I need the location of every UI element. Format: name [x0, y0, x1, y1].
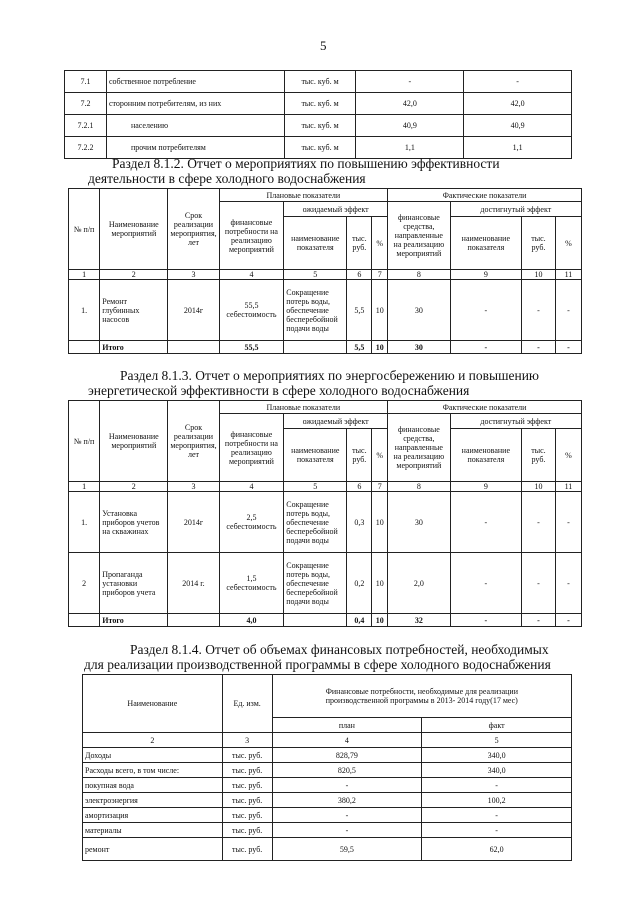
total-row [69, 614, 582, 627]
total-fact-rub: - [522, 614, 556, 627]
row-fact-pct: - [555, 492, 581, 553]
row-fin: 55,5 себестоимость [219, 280, 284, 341]
col-number: 3 [168, 482, 219, 492]
financial-needs-table [82, 674, 572, 861]
total-blank [168, 614, 219, 627]
volume-table [64, 70, 572, 159]
total-pct: 10 [372, 341, 388, 354]
row-fact-fin: 2,0 [388, 553, 451, 614]
col-term-header: Срок реализации мероприятия, лет [168, 189, 219, 270]
row-fact: 1,1 [464, 137, 572, 159]
total-fact-fin: 30 [388, 341, 451, 354]
row-pct: 10 [372, 280, 388, 341]
col-number: 9 [450, 482, 521, 492]
total-rub: 5,5 [347, 341, 372, 354]
row-name: населению [106, 115, 284, 137]
col-number: 3 [222, 733, 272, 748]
col-number: 9 [450, 270, 521, 280]
row-plan: 42,0 [356, 93, 464, 115]
table-row [83, 763, 572, 778]
col-indicator-header: наименование показателя [284, 217, 347, 270]
section-8-1-2-heading [88, 156, 500, 186]
total-fact-pct: - [555, 341, 581, 354]
col-pct-header: % [372, 217, 388, 270]
row-fact-fin: 30 [388, 492, 451, 553]
row-rub: 0,3 [347, 492, 372, 553]
col-number: 7 [372, 270, 388, 280]
row-fact-pct: - [555, 280, 581, 341]
row-fact: 340,0 [422, 748, 572, 763]
col-rub-header: тыс. руб. [347, 429, 372, 482]
table-row [83, 823, 572, 838]
row-fact: - [422, 778, 572, 793]
table-row [65, 71, 572, 93]
col-name-header: Наименование мероприятий [100, 401, 168, 482]
table-row [83, 778, 572, 793]
page-number: 5 [320, 38, 327, 53]
row-fact: - [464, 71, 572, 93]
total-fact-rub: - [522, 341, 556, 354]
row-plan: - [272, 778, 422, 793]
row-rub: 5,5 [347, 280, 372, 341]
row-unit: тыс. куб. м [284, 71, 356, 93]
row-plan: 828,79 [272, 748, 422, 763]
row-unit: тыс. руб. [222, 763, 272, 778]
row-fact: - [422, 808, 572, 823]
col-number: 2 [83, 733, 223, 748]
row-name: Установка приборов учетов на скважинах [100, 492, 168, 553]
row-fin: 1,5 себестоимость [219, 553, 284, 614]
col-number: 6 [347, 270, 372, 280]
row-name: Расходы всего, в том числе: [83, 763, 223, 778]
row-unit: тыс. руб. [222, 823, 272, 838]
total-label: Итого [100, 614, 168, 627]
row-fin: 2,5 себестоимость [219, 492, 284, 553]
expected-effect-header: ожидаемый эффект [284, 202, 388, 217]
col-num-header: № п/п [69, 401, 100, 482]
total-blank [168, 341, 219, 354]
row-fact-rub: - [522, 492, 556, 553]
section-8-1-3-heading [88, 368, 540, 398]
row-name: ремонт [83, 838, 223, 861]
table-row [83, 748, 572, 763]
col-number: 5 [422, 733, 572, 748]
col-name-header: Наименование [83, 675, 223, 733]
col-number: 2 [100, 482, 168, 492]
col-group-header: Финансовые потребности, необходимые для реализации производственной программы в 2013- 2014 году(17 мес) [272, 675, 571, 718]
row-plan: 820,5 [272, 763, 422, 778]
col-plan-header: план [272, 718, 422, 733]
row-fact-pct: - [555, 553, 581, 614]
col-number: 1 [69, 270, 100, 280]
row-plan: 59,5 [272, 838, 422, 861]
col-indicator-header: наименование показателя [450, 429, 521, 482]
heading-line: деятельности в сфере холодного водоснабжения [88, 171, 366, 186]
row-unit: тыс. руб. [222, 778, 272, 793]
row-pct: 10 [372, 492, 388, 553]
row-unit: тыс. руб. [222, 793, 272, 808]
total-fact-pct: - [555, 614, 581, 627]
total-fin: 4,0 [219, 614, 284, 627]
col-indicator-header: наименование показателя [284, 429, 347, 482]
col-rub-header: тыс. руб. [522, 429, 556, 482]
heading-line: для реализации производственной программы в сфере холодного водоснабжения [84, 657, 551, 672]
fact-group-header: Фактические показатели [388, 401, 582, 414]
col-number: 10 [522, 482, 556, 492]
achieved-effect-header: достигнутый эффект [450, 414, 581, 429]
row-name: сторонним потребителям, из них [106, 93, 284, 115]
row-name: Пропаганда установки приборов учета [100, 553, 168, 614]
row-fact-name: - [450, 553, 521, 614]
row-plan: - [272, 823, 422, 838]
col-number: 4 [219, 270, 284, 280]
col-number: 5 [284, 482, 347, 492]
row-fact: 340,0 [422, 763, 572, 778]
row-fact-rub: - [522, 280, 556, 341]
row-number: 7.2.2 [65, 137, 107, 159]
row-effect: Сокращение потерь воды, обеспечение бесперебойной подачи воды [284, 492, 347, 553]
col-number: 2 [100, 270, 168, 280]
col-fin-means-header: финансовые средства, направленные на реализацию мероприятий [388, 414, 451, 482]
row-unit: тыс. куб. м [284, 137, 356, 159]
row-unit: тыс. куб. м [284, 115, 356, 137]
row-unit: тыс. руб. [222, 808, 272, 823]
row-fact: 100,2 [422, 793, 572, 808]
row-plan: 40,9 [356, 115, 464, 137]
row-number: 1. [69, 280, 100, 341]
table-header [69, 189, 582, 280]
total-fact-name: - [450, 341, 521, 354]
energy-saving-measures-table [68, 400, 582, 627]
col-pct-header: % [555, 217, 581, 270]
row-number: 7.1 [65, 71, 107, 93]
total-blank [284, 614, 347, 627]
row-fact-rub: - [522, 553, 556, 614]
row-unit: тыс. руб. [222, 748, 272, 763]
total-blank [284, 341, 347, 354]
col-fin-need-header: финансовые потребности на реализацию мероприятий [219, 414, 284, 482]
col-number: 4 [272, 733, 422, 748]
row-number: 2 [69, 553, 100, 614]
col-fin-need-header: финансовые потребности на реализацию мероприятий [219, 202, 284, 270]
table-row [83, 838, 572, 861]
col-rub-header: тыс. руб. [522, 217, 556, 270]
total-fin: 55,5 [219, 341, 284, 354]
row-fact-fin: 30 [388, 280, 451, 341]
total-label: Итого [100, 341, 168, 354]
row-plan: 380,2 [272, 793, 422, 808]
col-unit-header: Ед. изм. [222, 675, 272, 733]
row-name: материалы [83, 823, 223, 838]
row-number: 7.2.1 [65, 115, 107, 137]
col-number: 10 [522, 270, 556, 280]
row-name: прочим потребителям [106, 137, 284, 159]
col-rub-header: тыс. руб. [347, 217, 372, 270]
plan-group-header: Плановые показатели [219, 401, 387, 414]
col-fin-means-header: финансовые средства, направленные на реализацию мероприятий [388, 202, 451, 270]
table-row [69, 553, 582, 614]
row-effect: Сокращение потерь воды, обеспечение бесперебойной подачи воды [284, 553, 347, 614]
col-number: 1 [69, 482, 100, 492]
col-number: 4 [219, 482, 284, 492]
col-number: 6 [347, 482, 372, 492]
row-fact: 40,9 [464, 115, 572, 137]
plan-group-header: Плановые показатели [219, 189, 387, 202]
heading-line: энергетической эффективности в сфере холодного водоснабжения [88, 383, 470, 398]
col-number: 8 [388, 482, 451, 492]
row-fact: - [422, 823, 572, 838]
row-effect: Сокращение потерь воды, обеспечение бесперебойной подачи воды [284, 280, 347, 341]
col-term-header: Срок реализации мероприятия, лет [168, 401, 219, 482]
table-row [65, 93, 572, 115]
efficiency-measures-table [68, 188, 582, 354]
col-number: 11 [555, 270, 581, 280]
col-fact-header: факт [422, 718, 572, 733]
col-num-header: № п/п [69, 189, 100, 270]
table-header [69, 401, 582, 492]
row-rub: 0,2 [347, 553, 372, 614]
total-fact-name: - [450, 614, 521, 627]
heading-line: Раздел 8.1.3. Отчет о мероприятиях по энергосбережению и повышению [120, 368, 540, 383]
table-row [65, 115, 572, 137]
row-name: Ремонт глубинных насосов [100, 280, 168, 341]
row-number: 1. [69, 492, 100, 553]
achieved-effect-header: достигнутый эффект [450, 202, 581, 217]
row-name: амортизация [83, 808, 223, 823]
row-name: покупная вода [83, 778, 223, 793]
total-pct: 10 [372, 614, 388, 627]
row-fact-name: - [450, 492, 521, 553]
col-number: 7 [372, 482, 388, 492]
col-indicator-header: наименование показателя [450, 217, 521, 270]
col-name-header: Наименование мероприятий [100, 189, 168, 270]
row-unit: тыс. руб. [222, 838, 272, 861]
total-row [69, 341, 582, 354]
row-name: Доходы [83, 748, 223, 763]
col-number: 11 [555, 482, 581, 492]
expected-effect-header: ожидаемый эффект [284, 414, 388, 429]
row-term: 2014г [168, 492, 219, 553]
row-pct: 10 [372, 553, 388, 614]
row-unit: тыс. куб. м [284, 93, 356, 115]
total-fact-fin: 32 [388, 614, 451, 627]
col-number: 8 [388, 270, 451, 280]
table-row [83, 808, 572, 823]
total-rub: 0,4 [347, 614, 372, 627]
table-row [69, 492, 582, 553]
col-number: 3 [168, 270, 219, 280]
row-name: собственное потребление [106, 71, 284, 93]
heading-line: Раздел 8.1.2. Отчет о мероприятиях по повышению эффективности [112, 156, 500, 171]
row-plan: 1,1 [356, 137, 464, 159]
row-fact: 42,0 [464, 93, 572, 115]
total-blank [69, 341, 100, 354]
row-plan: - [356, 71, 464, 93]
total-blank [69, 614, 100, 627]
section-8-1-4-heading [84, 642, 551, 672]
heading-line: Раздел 8.1.4. Отчет об объемах финансовых потребностей, необходимых [130, 642, 549, 657]
row-term: 2014 г. [168, 553, 219, 614]
row-plan: - [272, 808, 422, 823]
row-fact-name: - [450, 280, 521, 341]
row-number: 7.2 [65, 93, 107, 115]
col-pct-header: % [372, 429, 388, 482]
col-number: 5 [284, 270, 347, 280]
row-term: 2014г [168, 280, 219, 341]
row-fact: 62,0 [422, 838, 572, 861]
row-name: электроэнергия [83, 793, 223, 808]
table-row [83, 793, 572, 808]
col-pct-header: % [555, 429, 581, 482]
fact-group-header: Фактические показатели [388, 189, 582, 202]
table-row [69, 280, 582, 341]
